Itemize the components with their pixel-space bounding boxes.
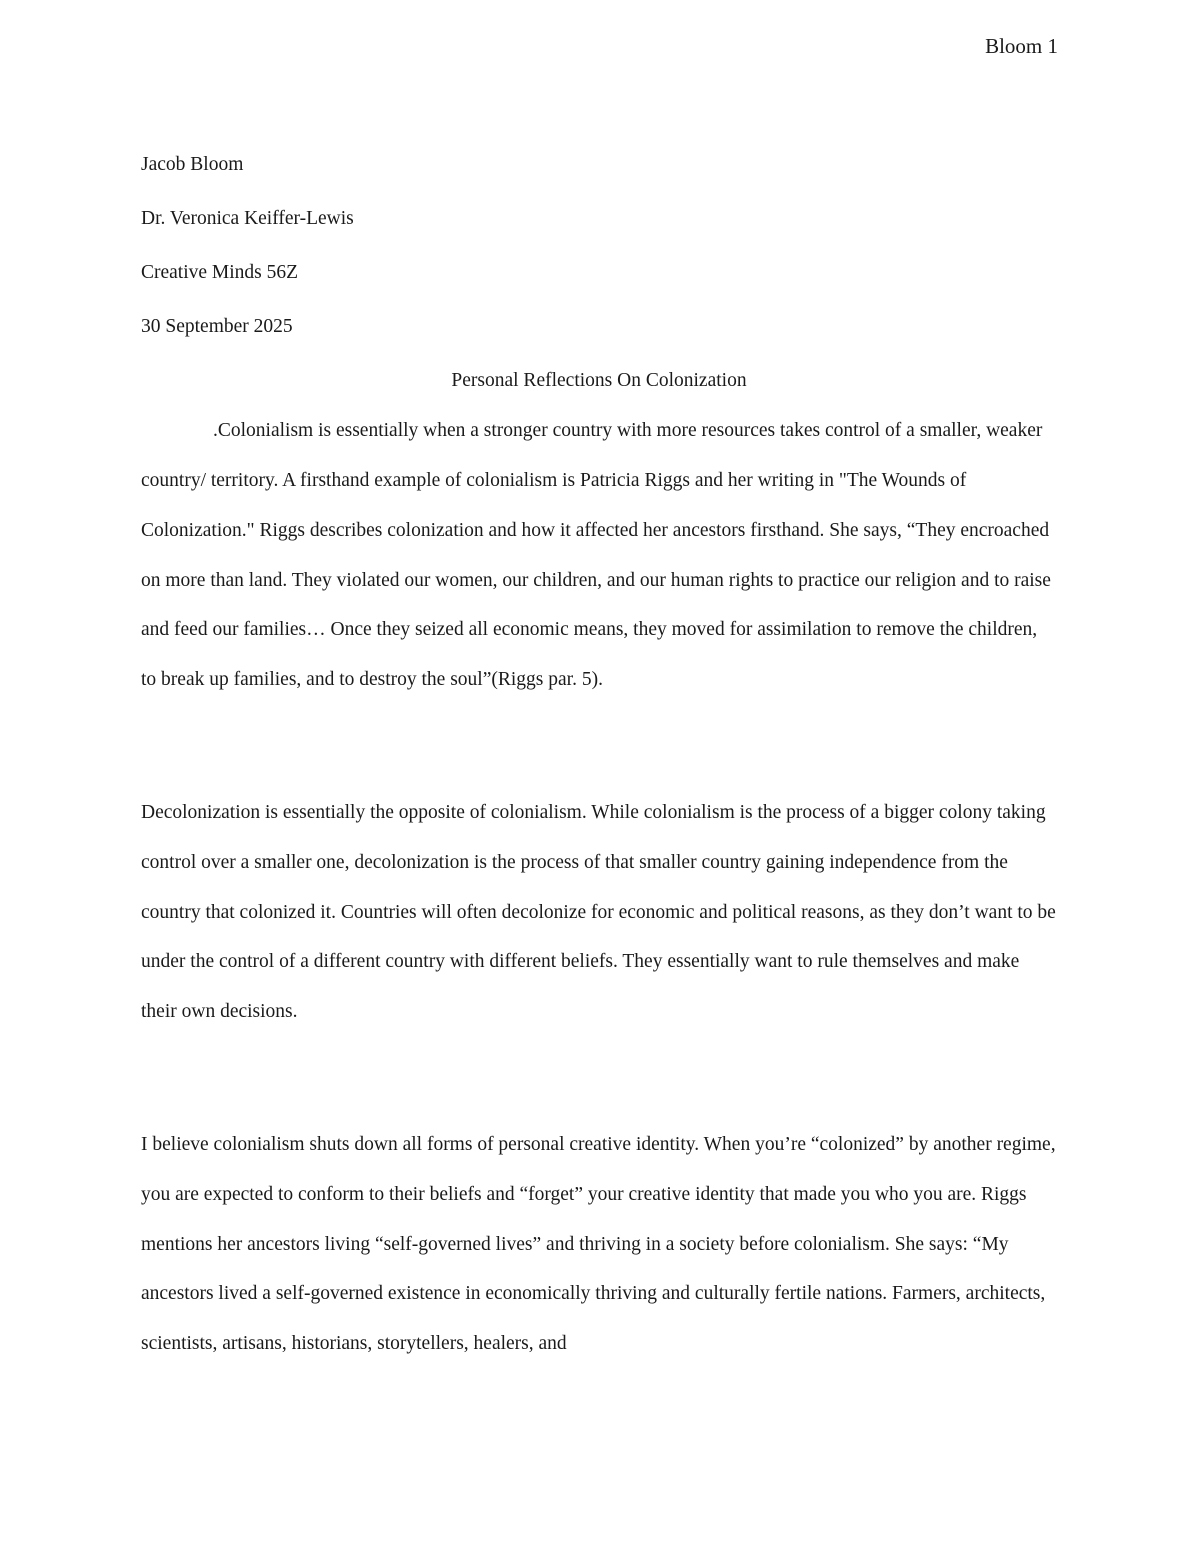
author-name: Jacob Bloom — [141, 154, 244, 175]
paragraph-creative-identity: I believe colonialism shuts down all forms of personal creative identity. When you’re “colonized” by another regime, you are expected to conform to their beliefs and “forget” your creative identity that made you who you are. Riggs mentions her ancestors living “self-governed lives” and thriving in a society before colonialism. She says: “My ancestors lived a self-governed existence in economically thriving and culturally fertile nations. Farmers, architects, scientists, artisans, historians, storytellers, healers, and — [141, 1133, 1056, 1355]
instructor-name: Dr. Veronica Keiffer-Lewis — [141, 208, 354, 230]
paragraph-colonialism: .Colonialism is essentially when a stronger country with more resources takes control of a smaller, weaker country/ territory. A firsthand example of colonialism is Patricia Riggs and her writing in "The Wounds of Colonization." Riggs describes colonization and how it affected her ancestors firsthand. She says, “They encroached on more than land. They violated our women, our children, and our human rights to practice our religion and to raise and feed our families… Once they seized all economic means, they moved for assimilation to remove the children, to break up families, and to destroy the soul”(Riggs par. 5). — [141, 420, 1051, 691]
essay-title: Personal Reflections On Colonization — [451, 370, 747, 392]
mla-heading — [141, 140, 1057, 352]
paragraph-spacer — [141, 1037, 1057, 1120]
essay-body — [141, 140, 1057, 1369]
paragraph-decolonization: Decolonization is essentially the opposite of colonialism. While colonialism is the process of a bigger colony taking control over a smaller one, decolonization is the process of that smaller country gaining independence from the country that colonized it. Countries will often decolonize for economic and political reasons, as they don’t want to be under the control of a different country with different beliefs. They essentially want to rule themselves and make their own decisions. — [141, 801, 1056, 1023]
paragraph-spacer — [141, 705, 1057, 788]
course-name: Creative Minds 56Z — [141, 262, 299, 284]
running-head: Bloom 1 — [985, 34, 1058, 58]
essay-date: 30 September 2025 — [141, 316, 293, 338]
